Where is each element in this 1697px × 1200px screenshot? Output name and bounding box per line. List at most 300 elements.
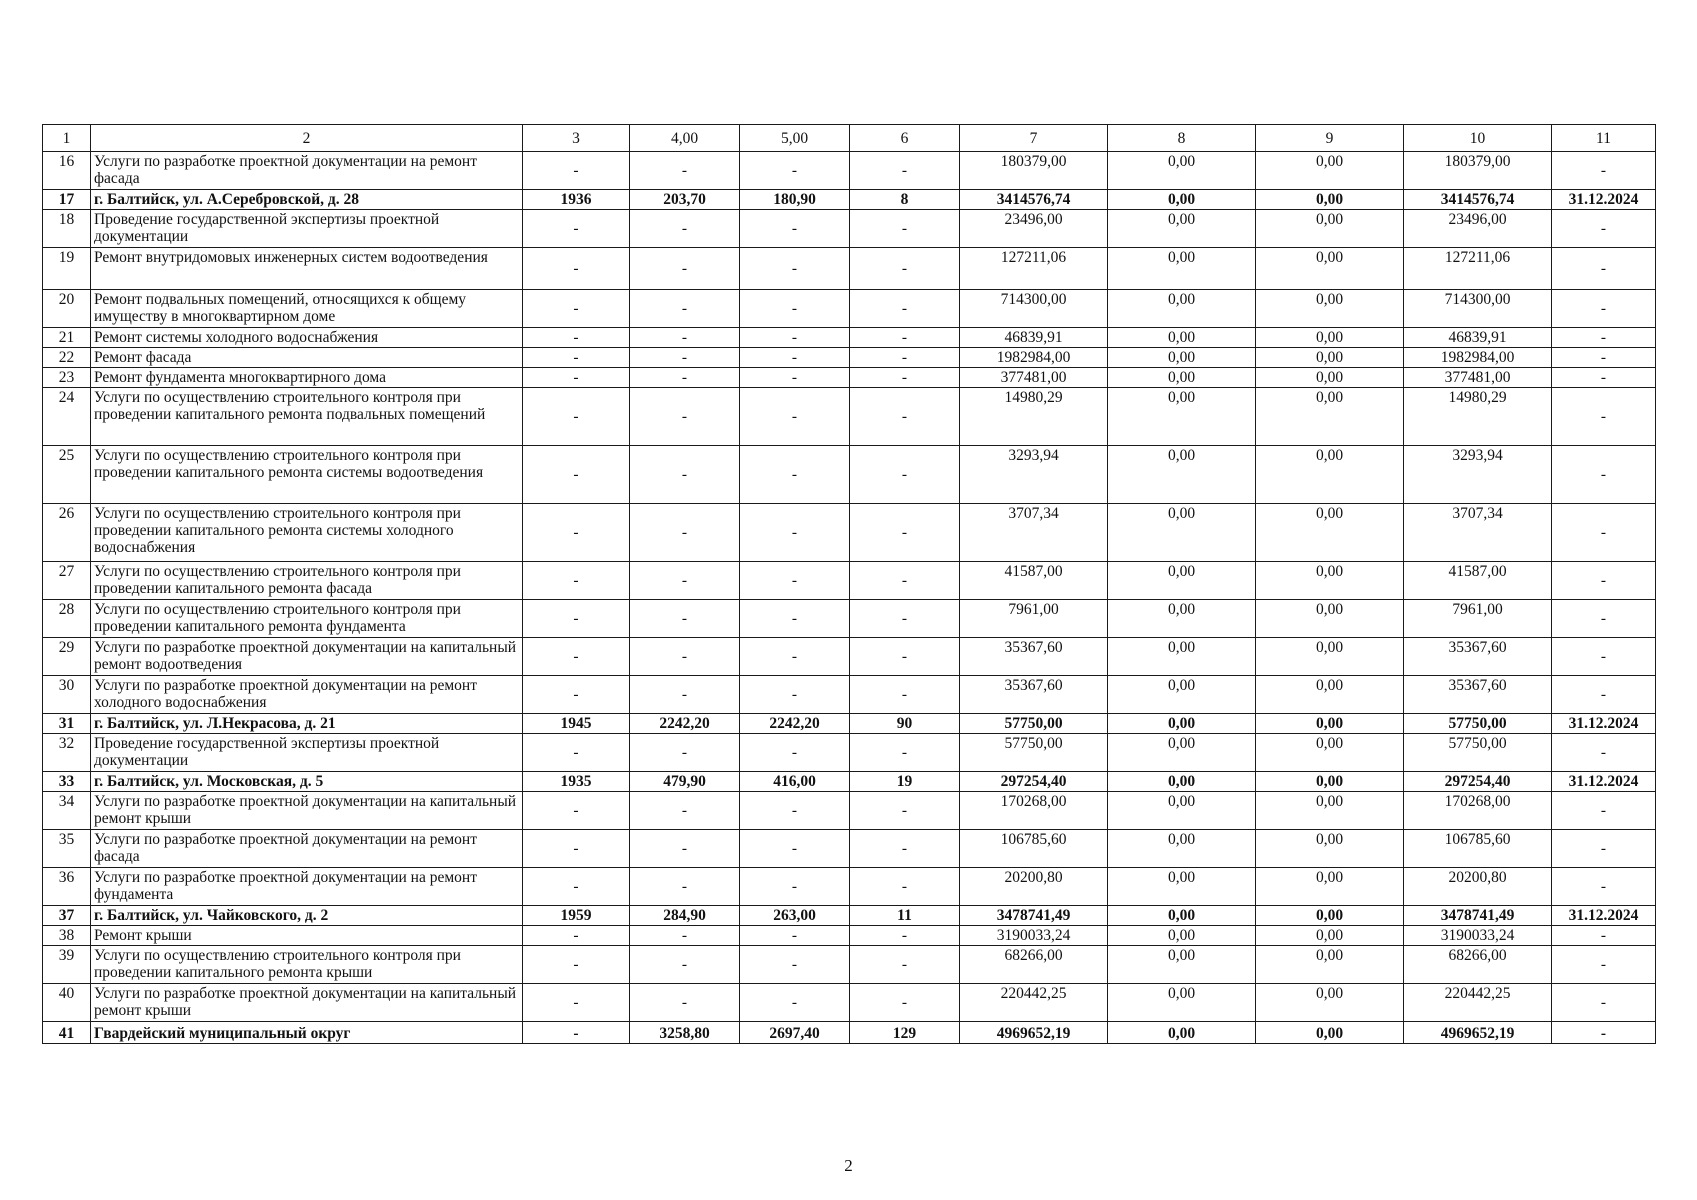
cost-fund-9: 0,00: [1256, 926, 1404, 946]
work-description: Услуги по осуществлению строительного контроля при проведении капитального ремонта фасада: [91, 562, 523, 600]
residents-count: -: [850, 348, 960, 368]
cost-total: 3190033,24: [960, 926, 1108, 946]
cost-fund-9: 0,00: [1256, 290, 1404, 328]
table-row: [43, 868, 1656, 906]
residents-count: -: [850, 368, 960, 388]
year-value: -: [523, 830, 630, 868]
row-number: 19: [43, 248, 91, 290]
table-row: [43, 348, 1656, 368]
area-total: 284,90: [630, 906, 740, 926]
area-total: 3258,80: [630, 1022, 740, 1044]
work-description: Услуги по разработке проектной документации на капитальный ремонт крыши: [91, 984, 523, 1022]
area-living: -: [740, 984, 850, 1022]
cost-fund-9: 0,00: [1256, 562, 1404, 600]
year-value: -: [523, 926, 630, 946]
area-living: -: [740, 792, 850, 830]
residents-count: -: [850, 946, 960, 984]
row-number: 27: [43, 562, 91, 600]
completion-date: -: [1552, 734, 1656, 772]
cost-fund-10: 3707,34: [1404, 504, 1552, 562]
completion-date: -: [1552, 984, 1656, 1022]
cost-fund-8: 0,00: [1108, 830, 1256, 868]
area-living: -: [740, 676, 850, 714]
completion-date: -: [1552, 638, 1656, 676]
area-total: -: [630, 638, 740, 676]
cost-fund-8: 0,00: [1108, 562, 1256, 600]
residents-count: -: [850, 984, 960, 1022]
completion-date: -: [1552, 504, 1656, 562]
cost-fund-10: 297254,40: [1404, 772, 1552, 792]
cost-total: 3414576,74: [960, 190, 1108, 210]
column-header: 9: [1256, 125, 1404, 152]
work-description: Гвардейский муниципальный округ: [91, 1022, 523, 1044]
area-total: -: [630, 984, 740, 1022]
cost-total: 35367,60: [960, 638, 1108, 676]
cost-fund-10: 377481,00: [1404, 368, 1552, 388]
area-living: -: [740, 290, 850, 328]
residents-count: -: [850, 792, 960, 830]
repair-plan-table: [42, 124, 1656, 1044]
cost-fund-9: 0,00: [1256, 368, 1404, 388]
cost-fund-8: 0,00: [1108, 772, 1256, 792]
row-number: 21: [43, 328, 91, 348]
cost-total: 297254,40: [960, 772, 1108, 792]
work-description: Ремонт фасада: [91, 348, 523, 368]
row-number: 18: [43, 210, 91, 248]
row-number: 31: [43, 714, 91, 734]
area-total: -: [630, 152, 740, 190]
work-description: Ремонт подвальных помещений, относящихся к общему имуществу в многоквартирном доме: [91, 290, 523, 328]
work-description: Услуги по разработке проектной документации на ремонт фундамента: [91, 868, 523, 906]
cost-total: 57750,00: [960, 734, 1108, 772]
residents-count: -: [850, 328, 960, 348]
area-total: -: [630, 446, 740, 504]
work-description: г. Балтийск, ул. Л.Некрасова, д. 21: [91, 714, 523, 734]
cost-fund-10: 106785,60: [1404, 830, 1552, 868]
table-row: [43, 328, 1656, 348]
year-value: -: [523, 348, 630, 368]
area-total: 203,70: [630, 190, 740, 210]
area-total: -: [630, 868, 740, 906]
residents-count: -: [850, 676, 960, 714]
area-total: 2242,20: [630, 714, 740, 734]
cost-fund-9: 0,00: [1256, 504, 1404, 562]
work-description: Услуги по осуществлению строительного контроля при проведении капитального ремонта системы холодного водоснабжения: [91, 504, 523, 562]
cost-fund-10: 35367,60: [1404, 638, 1552, 676]
cost-fund-9: 0,00: [1256, 946, 1404, 984]
column-header: 1: [43, 125, 91, 152]
residents-count: 90: [850, 714, 960, 734]
residents-count: 19: [850, 772, 960, 792]
cost-fund-10: 20200,80: [1404, 868, 1552, 906]
year-value: 1945: [523, 714, 630, 734]
cost-total: 68266,00: [960, 946, 1108, 984]
cost-fund-9: 0,00: [1256, 638, 1404, 676]
cost-fund-10: 714300,00: [1404, 290, 1552, 328]
cost-fund-10: 68266,00: [1404, 946, 1552, 984]
cost-fund-10: 3414576,74: [1404, 190, 1552, 210]
cost-fund-9: 0,00: [1256, 446, 1404, 504]
area-total: -: [630, 210, 740, 248]
cost-fund-8: 0,00: [1108, 248, 1256, 290]
cost-fund-8: 0,00: [1108, 638, 1256, 676]
year-value: -: [523, 676, 630, 714]
cost-fund-8: 0,00: [1108, 368, 1256, 388]
cost-fund-8: 0,00: [1108, 792, 1256, 830]
cost-total: 170268,00: [960, 792, 1108, 830]
work-description: Проведение государственной экспертизы проектной документации: [91, 734, 523, 772]
row-number: 25: [43, 446, 91, 504]
year-value: -: [523, 152, 630, 190]
area-living: -: [740, 152, 850, 190]
year-value: -: [523, 562, 630, 600]
area-living: -: [740, 348, 850, 368]
completion-date: -: [1552, 830, 1656, 868]
area-total: -: [630, 792, 740, 830]
year-value: -: [523, 984, 630, 1022]
cost-fund-8: 0,00: [1108, 388, 1256, 446]
cost-fund-9: 0,00: [1256, 792, 1404, 830]
table-row: [43, 926, 1656, 946]
work-description: Услуги по осуществлению строительного контроля при проведении капитального ремонта крыши: [91, 946, 523, 984]
completion-date: -: [1552, 210, 1656, 248]
cost-fund-10: 180379,00: [1404, 152, 1552, 190]
year-value: -: [523, 210, 630, 248]
area-total: 479,90: [630, 772, 740, 792]
completion-date: -: [1552, 368, 1656, 388]
cost-fund-10: 220442,25: [1404, 984, 1552, 1022]
cost-fund-8: 0,00: [1108, 734, 1256, 772]
cost-fund-9: 0,00: [1256, 676, 1404, 714]
work-description: Ремонт фундамента многоквартирного дома: [91, 368, 523, 388]
year-value: -: [523, 328, 630, 348]
cost-total: 14980,29: [960, 388, 1108, 446]
completion-date: -: [1552, 676, 1656, 714]
cost-fund-8: 0,00: [1108, 290, 1256, 328]
area-total: -: [630, 734, 740, 772]
cost-fund-9: 0,00: [1256, 868, 1404, 906]
area-living: 416,00: [740, 772, 850, 792]
cost-total: 127211,06: [960, 248, 1108, 290]
table-row: [43, 562, 1656, 600]
cost-fund-10: 23496,00: [1404, 210, 1552, 248]
cost-fund-9: 0,00: [1256, 388, 1404, 446]
cost-fund-10: 4969652,19: [1404, 1022, 1552, 1044]
cost-total: 23496,00: [960, 210, 1108, 248]
cost-total: 20200,80: [960, 868, 1108, 906]
row-number: 40: [43, 984, 91, 1022]
area-living: 2242,20: [740, 714, 850, 734]
column-header: 11: [1552, 125, 1656, 152]
year-value: -: [523, 868, 630, 906]
year-value: -: [523, 792, 630, 830]
cost-fund-10: 57750,00: [1404, 714, 1552, 734]
cost-fund-9: 0,00: [1256, 1022, 1404, 1044]
year-value: -: [523, 368, 630, 388]
cost-fund-10: 1982984,00: [1404, 348, 1552, 368]
year-value: -: [523, 638, 630, 676]
area-total: -: [630, 946, 740, 984]
cost-fund-8: 0,00: [1108, 190, 1256, 210]
row-number: 16: [43, 152, 91, 190]
area-living: 263,00: [740, 906, 850, 926]
residents-count: 11: [850, 906, 960, 926]
year-value: 1936: [523, 190, 630, 210]
column-header: 4,00: [630, 125, 740, 152]
table-row: [43, 248, 1656, 290]
row-number: 23: [43, 368, 91, 388]
work-description: Услуги по разработке проектной документации на ремонт фасада: [91, 830, 523, 868]
work-description: г. Балтийск, ул. Московская, д. 5: [91, 772, 523, 792]
row-number: 38: [43, 926, 91, 946]
cost-fund-8: 0,00: [1108, 868, 1256, 906]
cost-fund-10: 7961,00: [1404, 600, 1552, 638]
cost-total: 57750,00: [960, 714, 1108, 734]
cost-fund-9: 0,00: [1256, 906, 1404, 926]
table-row: [43, 210, 1656, 248]
area-living: -: [740, 328, 850, 348]
cost-fund-10: 3478741,49: [1404, 906, 1552, 926]
area-total: -: [630, 676, 740, 714]
completion-date: -: [1552, 152, 1656, 190]
table-row: [43, 946, 1656, 984]
area-living: -: [740, 504, 850, 562]
area-living: -: [740, 946, 850, 984]
row-number: 36: [43, 868, 91, 906]
table-row: [43, 152, 1656, 190]
year-value: -: [523, 388, 630, 446]
cost-fund-10: 41587,00: [1404, 562, 1552, 600]
residents-count: -: [850, 388, 960, 446]
area-living: 180,90: [740, 190, 850, 210]
cost-fund-8: 0,00: [1108, 1022, 1256, 1044]
table-row: [43, 446, 1656, 504]
cost-fund-8: 0,00: [1108, 504, 1256, 562]
completion-date: -: [1552, 446, 1656, 504]
work-description: Ремонт внутридомовых инженерных систем водоотведения: [91, 248, 523, 290]
completion-date: -: [1552, 1022, 1656, 1044]
table-row: [43, 600, 1656, 638]
work-description: Услуги по осуществлению строительного контроля при проведении капитального ремонта подвальных помещений: [91, 388, 523, 446]
row-number: 37: [43, 906, 91, 926]
completion-date: 31.12.2024: [1552, 906, 1656, 926]
area-total: -: [630, 504, 740, 562]
cost-total: 377481,00: [960, 368, 1108, 388]
cost-fund-9: 0,00: [1256, 714, 1404, 734]
row-number: 35: [43, 830, 91, 868]
residents-count: -: [850, 638, 960, 676]
cost-fund-10: 46839,91: [1404, 328, 1552, 348]
cost-fund-8: 0,00: [1108, 946, 1256, 984]
area-total: -: [630, 368, 740, 388]
cost-total: 7961,00: [960, 600, 1108, 638]
work-description: Проведение государственной экспертизы проектной документации: [91, 210, 523, 248]
area-total: -: [630, 388, 740, 446]
area-living: -: [740, 368, 850, 388]
completion-date: -: [1552, 388, 1656, 446]
area-total: -: [630, 328, 740, 348]
cost-fund-9: 0,00: [1256, 984, 1404, 1022]
area-living: -: [740, 600, 850, 638]
column-header: 6: [850, 125, 960, 152]
address-row: [43, 772, 1656, 792]
cost-total: 3293,94: [960, 446, 1108, 504]
address-row: [43, 1022, 1656, 1044]
row-number: 17: [43, 190, 91, 210]
cost-fund-9: 0,00: [1256, 190, 1404, 210]
completion-date: -: [1552, 792, 1656, 830]
residents-count: -: [850, 152, 960, 190]
row-number: 30: [43, 676, 91, 714]
column-header: 3: [523, 125, 630, 152]
completion-date: -: [1552, 290, 1656, 328]
area-living: -: [740, 248, 850, 290]
residents-count: -: [850, 734, 960, 772]
year-value: -: [523, 600, 630, 638]
completion-date: 31.12.2024: [1552, 190, 1656, 210]
completion-date: -: [1552, 348, 1656, 368]
work-description: г. Балтийск, ул. Чайковского, д. 2: [91, 906, 523, 926]
area-living: -: [740, 562, 850, 600]
row-number: 26: [43, 504, 91, 562]
work-description: г. Балтийск, ул. А.Серебровской, д. 28: [91, 190, 523, 210]
row-number: 41: [43, 1022, 91, 1044]
completion-date: -: [1552, 600, 1656, 638]
page-number: 2: [844, 1156, 853, 1175]
cost-fund-9: 0,00: [1256, 210, 1404, 248]
cost-total: 3707,34: [960, 504, 1108, 562]
work-description: Услуги по разработке проектной документации на капитальный ремонт водоотведения: [91, 638, 523, 676]
table-row: [43, 388, 1656, 446]
year-value: 1935: [523, 772, 630, 792]
cost-fund-9: 0,00: [1256, 600, 1404, 638]
residents-count: -: [850, 562, 960, 600]
cost-total: 3478741,49: [960, 906, 1108, 926]
table-row: [43, 368, 1656, 388]
area-total: -: [630, 926, 740, 946]
column-header: 7: [960, 125, 1108, 152]
work-description: Услуги по разработке проектной документации на капитальный ремонт крыши: [91, 792, 523, 830]
cost-fund-10: 57750,00: [1404, 734, 1552, 772]
area-living: -: [740, 210, 850, 248]
completion-date: -: [1552, 868, 1656, 906]
completion-date: -: [1552, 946, 1656, 984]
cost-total: 714300,00: [960, 290, 1108, 328]
cost-fund-8: 0,00: [1108, 210, 1256, 248]
cost-fund-8: 0,00: [1108, 152, 1256, 190]
residents-count: -: [850, 210, 960, 248]
cost-total: 46839,91: [960, 328, 1108, 348]
work-description: Услуги по разработке проектной документации на ремонт холодного водоснабжения: [91, 676, 523, 714]
residents-count: -: [850, 248, 960, 290]
table-row: [43, 290, 1656, 328]
cost-fund-10: 127211,06: [1404, 248, 1552, 290]
table-body: [43, 152, 1656, 1044]
residents-count: -: [850, 290, 960, 328]
completion-date: 31.12.2024: [1552, 714, 1656, 734]
cost-fund-10: 3293,94: [1404, 446, 1552, 504]
cost-fund-8: 0,00: [1108, 926, 1256, 946]
residents-count: -: [850, 926, 960, 946]
completion-date: -: [1552, 926, 1656, 946]
table-row: [43, 638, 1656, 676]
area-living: -: [740, 926, 850, 946]
row-number: 33: [43, 772, 91, 792]
work-description: Ремонт крыши: [91, 926, 523, 946]
cost-total: 106785,60: [960, 830, 1108, 868]
row-number: 34: [43, 792, 91, 830]
address-row: [43, 714, 1656, 734]
area-total: -: [630, 348, 740, 368]
table-row: [43, 734, 1656, 772]
cost-fund-10: 170268,00: [1404, 792, 1552, 830]
cost-fund-8: 0,00: [1108, 714, 1256, 734]
row-number: 39: [43, 946, 91, 984]
cost-total: 41587,00: [960, 562, 1108, 600]
completion-date: -: [1552, 562, 1656, 600]
row-number: 22: [43, 348, 91, 368]
residents-count: -: [850, 446, 960, 504]
residents-count: -: [850, 600, 960, 638]
cost-fund-8: 0,00: [1108, 600, 1256, 638]
residents-count: -: [850, 868, 960, 906]
row-number: 29: [43, 638, 91, 676]
cost-total: 180379,00: [960, 152, 1108, 190]
residents-count: 129: [850, 1022, 960, 1044]
area-living: -: [740, 830, 850, 868]
cost-fund-8: 0,00: [1108, 676, 1256, 714]
area-living: -: [740, 868, 850, 906]
row-number: 32: [43, 734, 91, 772]
column-header: 8: [1108, 125, 1256, 152]
cost-fund-8: 0,00: [1108, 984, 1256, 1022]
table-row: [43, 792, 1656, 830]
row-number: 24: [43, 388, 91, 446]
cost-fund-9: 0,00: [1256, 734, 1404, 772]
residents-count: -: [850, 830, 960, 868]
cost-fund-10: 35367,60: [1404, 676, 1552, 714]
completion-date: -: [1552, 248, 1656, 290]
work-description: Услуги по осуществлению строительного контроля при проведении капитального ремонта фундамента: [91, 600, 523, 638]
year-value: -: [523, 248, 630, 290]
cost-fund-9: 0,00: [1256, 248, 1404, 290]
column-header: 2: [91, 125, 523, 152]
table-row: [43, 984, 1656, 1022]
area-living: -: [740, 734, 850, 772]
year-value: -: [523, 504, 630, 562]
area-total: -: [630, 248, 740, 290]
year-value: -: [523, 290, 630, 328]
cost-fund-9: 0,00: [1256, 328, 1404, 348]
cost-fund-10: 3190033,24: [1404, 926, 1552, 946]
cost-fund-9: 0,00: [1256, 348, 1404, 368]
cost-fund-8: 0,00: [1108, 446, 1256, 504]
table-row: [43, 676, 1656, 714]
residents-count: 8: [850, 190, 960, 210]
year-value: -: [523, 446, 630, 504]
column-header: 5,00: [740, 125, 850, 152]
cost-total: 4969652,19: [960, 1022, 1108, 1044]
year-value: -: [523, 734, 630, 772]
area-living: -: [740, 388, 850, 446]
column-number-row: [43, 125, 1656, 152]
table-row: [43, 504, 1656, 562]
table-row: [43, 830, 1656, 868]
area-total: -: [630, 562, 740, 600]
area-living: -: [740, 638, 850, 676]
row-number: 20: [43, 290, 91, 328]
cost-total: 35367,60: [960, 676, 1108, 714]
